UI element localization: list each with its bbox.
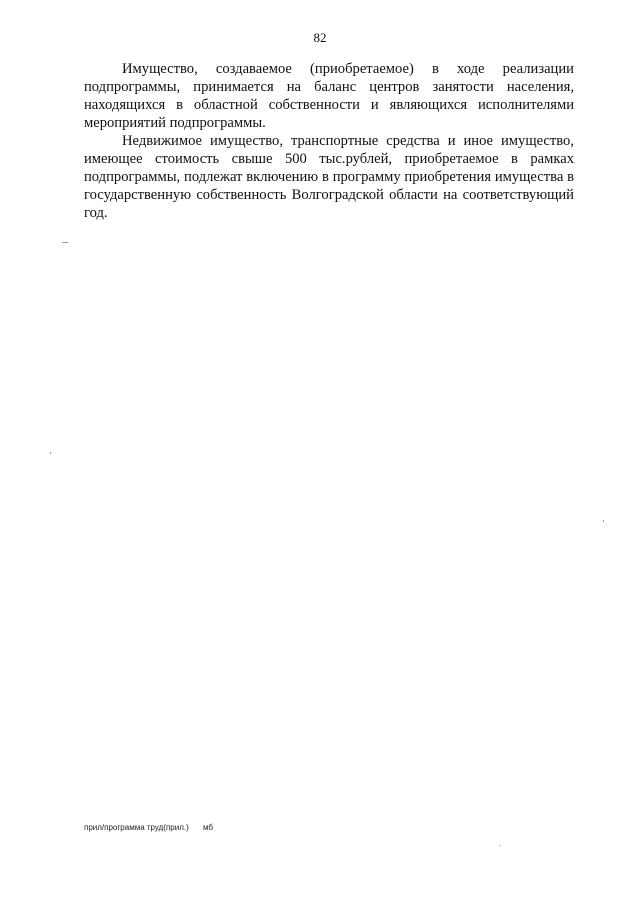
page-number: 82 — [313, 30, 327, 45]
scan-speck — [50, 452, 51, 454]
footer-file-path: прил/программа труд(прил.) — [84, 823, 189, 832]
scan-speck — [500, 845, 501, 846]
footer — [84, 823, 213, 832]
paragraph-property-program: Недвижимое имущество, транспортные средства и иное имущество, имеющее стоимость свыше 500 тыс.рублей, приобретаемое в рамках подпрограммы, подлежат включению в программу приобретения имущества в государственную собственность Волгоградской области на соответствующий год. — [84, 133, 574, 221]
footer-code: мб — [203, 823, 213, 832]
paragraph-property-balance: Имущество, создаваемое (приобретаемое) в ходе реализации подпрограммы, принимается на баланс центров занятости населения, находящихся в областной собственности и являющихся исполнителями мероприятий подпрограммы. — [84, 61, 574, 131]
document-body — [84, 60, 574, 222]
scan-speck — [603, 520, 604, 522]
scan-speck — [62, 242, 68, 243]
